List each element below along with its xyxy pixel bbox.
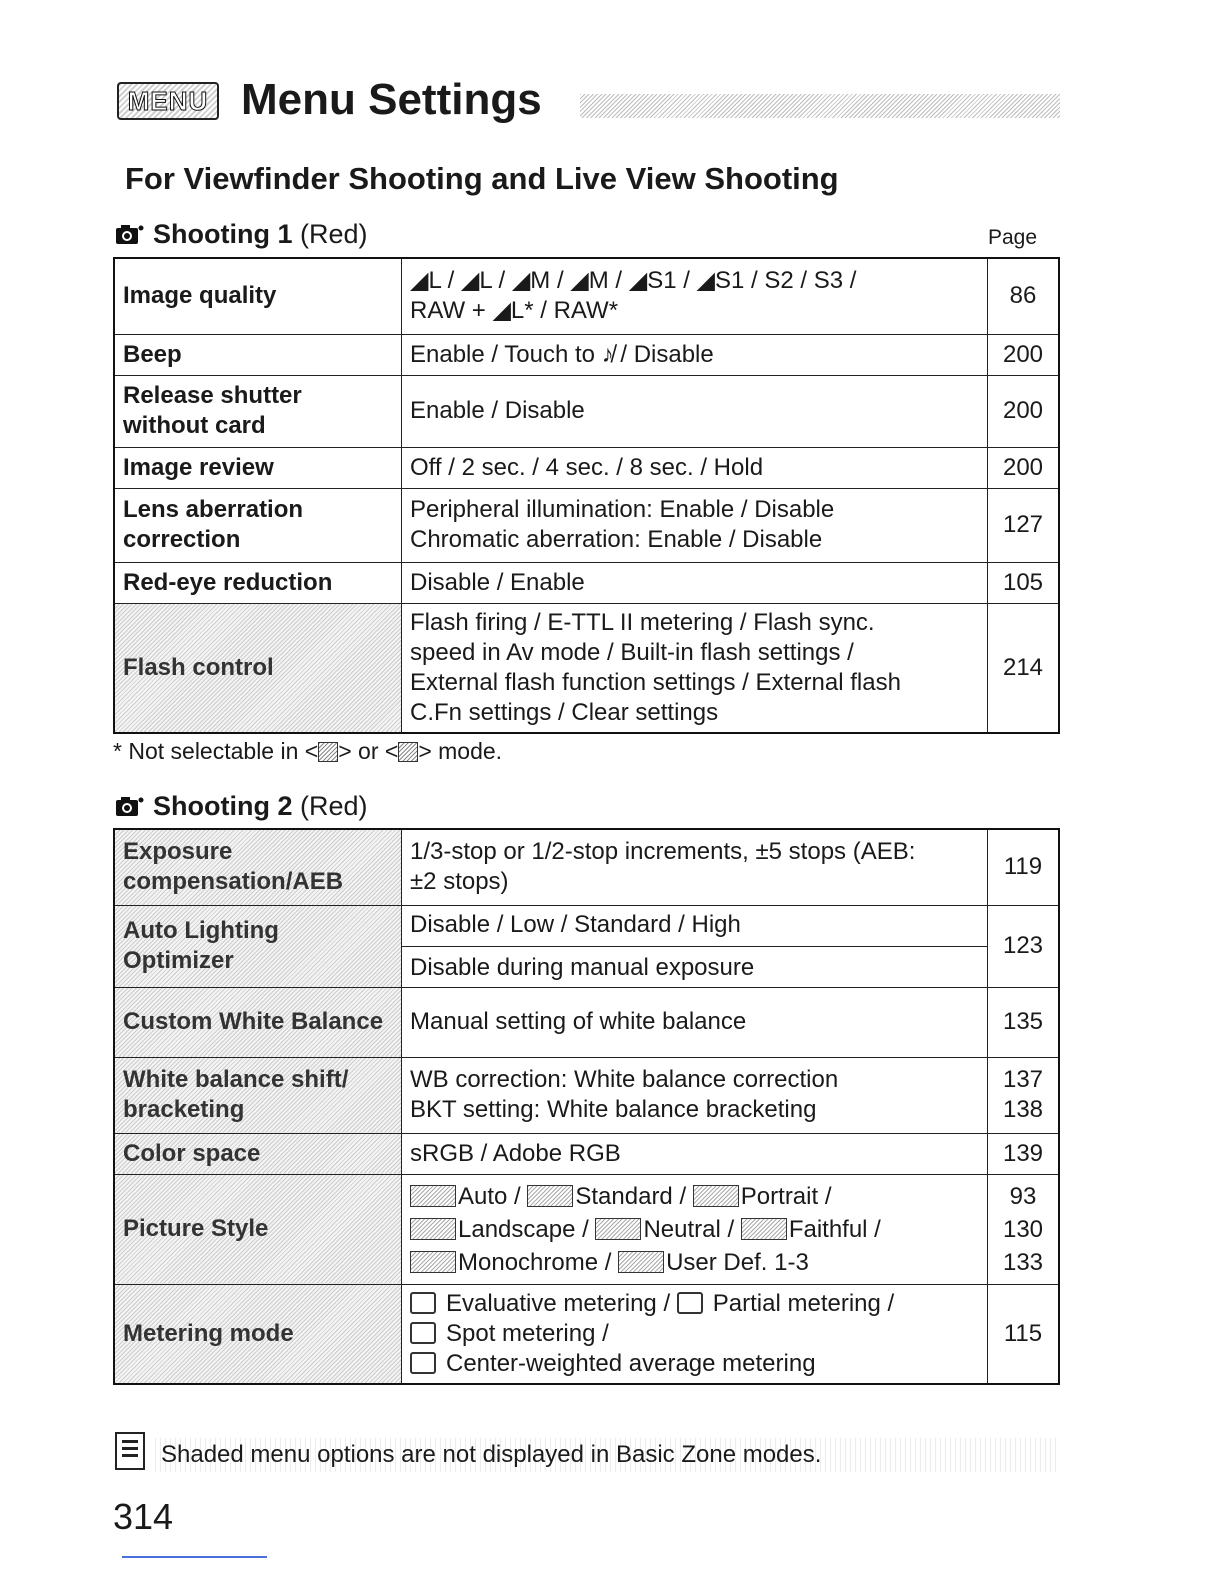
picture-style-landscape-icon [410,1218,456,1240]
menu-item-options: Enable / Touch to ♪̸ / Disable [402,334,988,375]
menu-item-name: Picture Style [114,1174,402,1284]
option-line: ◢L / ◢L / ◢M / ◢M / ◢S1 / ◢S1 / S2 / S3 / [410,267,857,295]
page-ref-line: 138 [1002,1096,1044,1123]
menu-item-name: Lens aberration correction [114,488,402,562]
menu-item-name: Exposure compensation/AEB [114,829,402,905]
option-line: Peripheral illumination: Enable / Disable [410,496,835,523]
page-ref: 214 [988,603,1060,733]
option-line: Chromatic aberration: Enable / Disable [410,526,823,553]
page-ref-line: 93 [1009,1182,1037,1210]
picture-style-portrait-icon [693,1185,739,1207]
option-text: Partial metering / [712,1289,895,1317]
option-text: Landscape / [458,1215,596,1243]
menu-item-options: Disable / Enable [402,562,988,603]
page-title: Menu Settings [241,75,542,124]
section-heading-shooting-2 [115,790,368,822]
option-line: ±2 stops) [410,868,509,896]
option-text: Neutral / [643,1215,741,1243]
option-line [410,1319,979,1349]
section-color-note: (Red) [300,219,368,249]
evaluative-metering-icon [410,1292,436,1314]
section-color-note: (Red) [300,791,368,821]
option-text: Auto / [458,1182,528,1210]
picture-style-monochrome-icon [410,1251,456,1273]
page-ref: 123 [988,905,1060,987]
menu-item-options [402,258,988,334]
menu-item-options [402,603,988,733]
table-row [114,1284,1059,1384]
option-line [410,1289,979,1319]
page-ref: 200 [988,375,1060,447]
shooting-2-table [113,828,1060,1385]
picture-style-neutral-icon [595,1218,641,1240]
footnote [113,737,502,765]
menu-item-options: Off / 2 sec. / 4 sec. / 8 sec. / Hold [402,447,988,488]
table-row [114,447,1059,488]
option-line [410,1246,979,1279]
page-ref: 135 [988,987,1060,1057]
page-ref-line: 137 [1002,1066,1044,1093]
menu-item-name: Custom White Balance [114,987,402,1057]
bottom-rule [122,1556,267,1558]
option-line: RAW + ◢L* / RAW* [410,297,619,325]
menu-item-name: White balance shift/ bracketing [114,1057,402,1133]
page-ref: 119 [988,829,1060,905]
option-line [410,1213,979,1246]
option-line: speed in Av mode / Built-in flash settings / [410,638,854,666]
option-line: 1/3-stop or 1/2-stop increments, ±5 stops (AEB: [410,838,916,866]
menu-item-name: Flash control [114,603,402,733]
footnote-text: * Not selectable in < [113,738,319,764]
menu-item-options [402,905,988,987]
option-line: WB correction: White balance correction [410,1066,839,1093]
camera-red-icon [115,223,145,245]
option-text: Monochrome / [458,1248,619,1276]
page-subtitle: For Viewfinder Shooting and Live View Shooting [125,161,839,196]
center-weighted-metering-icon [410,1352,436,1374]
picture-style-standard-icon [527,1185,573,1207]
option-line: Disable / Low / Standard / High [402,907,987,947]
table-row [114,1057,1059,1133]
page-ref [988,1174,1060,1284]
table-row [114,562,1059,603]
picture-style-faithful-icon [741,1218,787,1240]
menu-item-name: Beep [114,334,402,375]
menu-item-options [402,829,988,905]
table-row [114,488,1059,562]
option-line [410,1180,979,1213]
option-text: Standard / [575,1182,693,1210]
creative-auto-icon [318,742,338,762]
page-ref [988,1057,1060,1133]
option-line: External flash function settings / External flash [410,668,901,696]
section-heading-shooting-1 [115,218,368,250]
footnote-text: > mode. [418,738,503,764]
memo-icon [115,1432,145,1470]
menu-item-options: sRGB / Adobe RGB [402,1133,988,1174]
option-text: Faithful / [788,1215,881,1243]
shooting-1-table [113,257,1060,734]
menu-item-options [402,1174,988,1284]
note-text: Shaded menu options are not displayed in Basic Zone modes. [161,1441,822,1468]
partial-metering-icon [677,1292,703,1314]
option-line [410,1349,979,1379]
page-ref-line: 130 [1002,1215,1044,1243]
page-ref: 86 [988,258,1060,334]
option-text: Center-weighted average metering [446,1349,816,1377]
picture-style-user-def-icon [618,1251,664,1273]
table-row [114,1133,1059,1174]
table-row [114,603,1059,733]
table-row [114,1174,1059,1284]
note-row [115,1432,1060,1476]
page-ref: 200 [988,334,1060,375]
page-ref: 115 [988,1284,1060,1384]
table-row [114,334,1059,375]
page-number: 314 [113,1496,174,1537]
menu-item-name: Color space [114,1133,402,1174]
menu-item-name: Red-eye reduction [114,562,402,603]
option-line: Disable during manual exposure [410,953,755,981]
page-ref: 105 [988,562,1060,603]
option-text: Portrait / [740,1182,832,1210]
option-text: Evaluative metering / [446,1289,677,1317]
table-row [114,258,1059,334]
menu-item-name: Release shutter without card [114,375,402,447]
title-stripe [580,94,1060,118]
page-column-label: Page [988,226,1038,249]
page-ref: 200 [988,447,1060,488]
menu-item-options: Enable / Disable [402,375,988,447]
footnote-text: > or < [338,738,399,764]
option-line: Flash firing / E-TTL II metering / Flash sync. [410,608,875,636]
option-line: BKT setting: White balance bracketing [410,1096,817,1123]
night-portrait-icon [398,742,418,762]
menu-item-name: Auto Lighting Optimizer [114,905,402,987]
menu-item-options [402,1284,988,1384]
option-text: Spot metering / [446,1319,609,1347]
table-row [114,829,1059,905]
menu-item-name: Metering mode [114,1284,402,1384]
page-ref: 139 [988,1133,1060,1174]
menu-item-options: Manual setting of white balance [402,987,988,1057]
menu-badge-icon: MENU [117,82,219,120]
menu-item-name: Image review [114,447,402,488]
page-ref-line: 133 [1002,1248,1044,1276]
title-row [117,74,1060,126]
picture-style-auto-icon [410,1185,456,1207]
table-row [114,905,1059,987]
menu-item-name: Image quality [114,258,402,334]
table-row [114,375,1059,447]
section-title: Shooting 2 [153,791,293,821]
section-title: Shooting 1 [153,219,293,249]
spot-metering-icon [410,1322,436,1344]
camera-red-icon [115,795,145,817]
menu-item-options [402,488,988,562]
option-text: User Def. 1-3 [666,1248,809,1276]
page-ref: 127 [988,488,1060,562]
table-row [114,987,1059,1057]
option-line: C.Fn settings / Clear settings [410,698,719,726]
menu-item-options [402,1057,988,1133]
